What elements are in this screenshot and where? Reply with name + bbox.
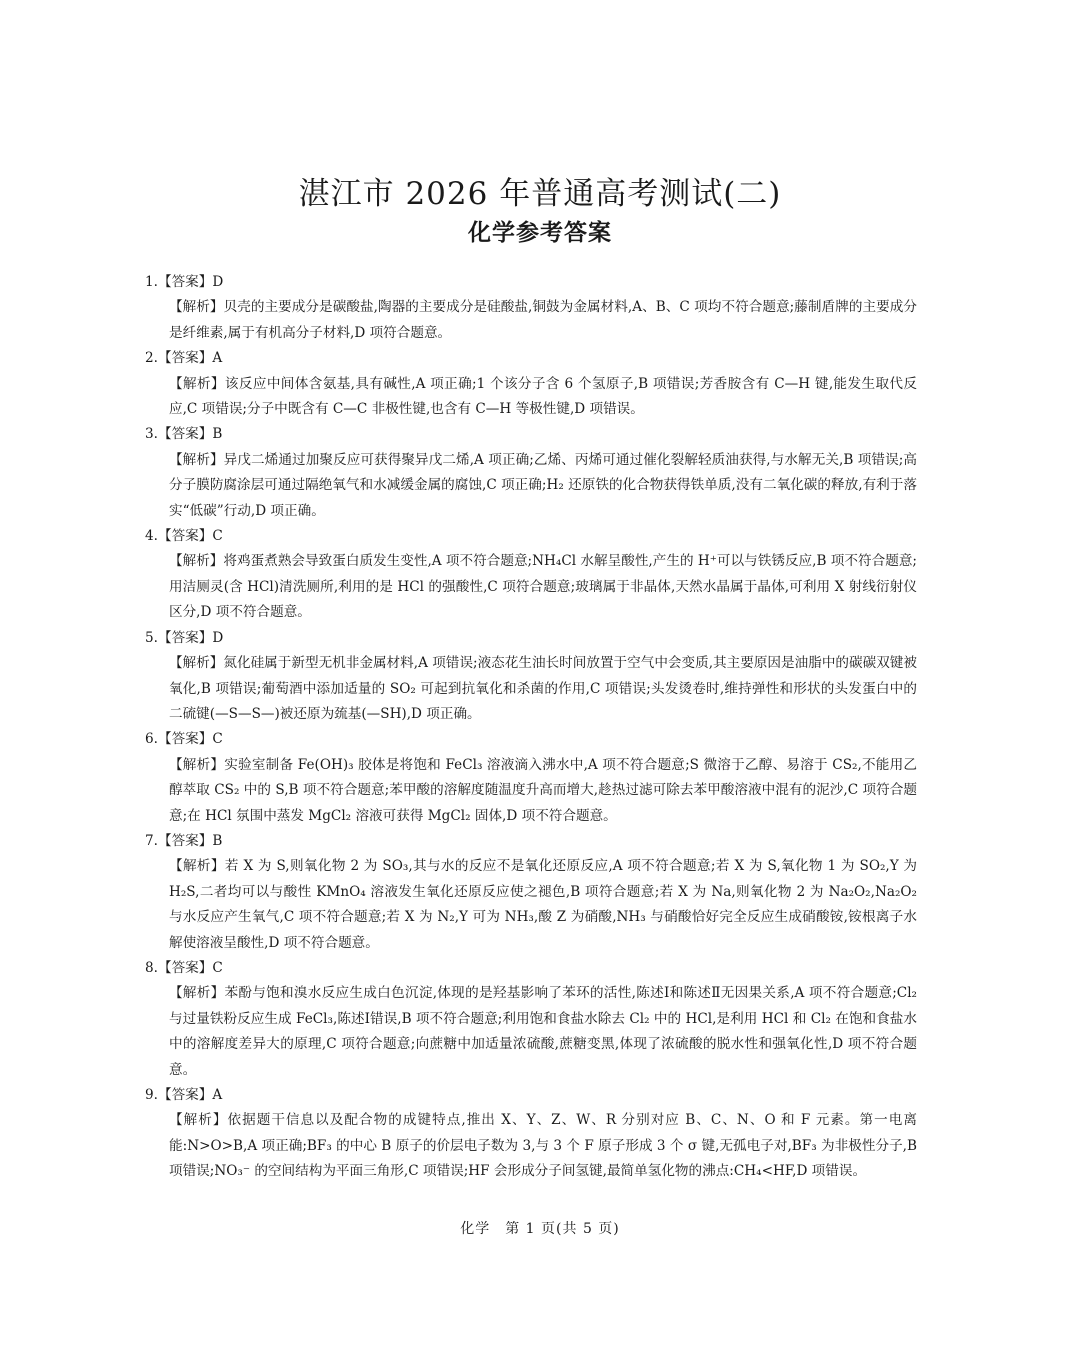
answer-label: 2.【答案】A <box>145 350 223 367</box>
page-title: 湛江市 2026 年普通高考测试(二) <box>298 176 782 212</box>
answer-item-3 <box>145 422 917 524</box>
page-footer: 化学 第 1 页(共 5 页) <box>460 1221 620 1237</box>
answer-label: 9.【答案】A <box>145 1087 223 1103</box>
analysis-text: 【解析】贝壳的主要成分是碳酸盐,陶器的主要成分是硅酸盐,铜鼓为金属材料,A、B、C 项均不符合题意;藤制盾牌的主要成分是纤维素,属于有机高分子材料,D 项符合题意。 <box>169 299 917 341</box>
answer-label: 8.【答案】C <box>145 959 223 976</box>
answer-label: 6.【答案】C <box>145 731 223 748</box>
answer-label: 3.【答案】B <box>145 426 223 443</box>
answer-label: 1.【答案】D <box>145 274 224 290</box>
answer-item-6 <box>145 727 917 829</box>
analysis-text: 【解析】若 X 为 S,则氧化物 2 为 SO₃,其与水的反应不是氧化还原反应,A 项不符合题意;若 X 为 S,氧化物 1 为 SO₂,Y 为 H₂S,二者均可以与酸性 KMnO₄ 溶液发生氧化还原反应使之褪色,B 项符合题意;若 X 为 Na,则氧化物 2 为 Na₂O₂,Na₂O₂ 与水反应产生氧气,C 项不符合题意;若 X 为 N₂,Y 可为 NH₃,酸 Z 为硝酸,NH₃ 与硝酸恰好完全反应生成硝酸铵,铵根离子水解使溶液呈酸性,D 项不符合题意。 <box>169 858 917 951</box>
analysis-text: 【解析】苯酚与饱和溴水反应生成白色沉淀,体现的是羟基影响了苯环的活性,陈述Ⅰ和陈述Ⅱ无因果关系,A 项不符合题意;Cl₂ 与过量铁粉反应生成 FeCl₃,陈述Ⅰ错误,B 项不符合题意;利用饱和食盐水除去 Cl₂ 中的 HCl,是利用 HCl 和 Cl₂ 在饱和食盐水中的溶解度差异大的原理,C 项符合题意;向蔗糖中加适量浓硫酸,蔗糖变黑,体现了浓硫酸的脱水性和强氧化性,D 项不符合题意。 <box>169 985 917 1078</box>
answer-list <box>145 270 917 1185</box>
answer-label: 5.【答案】D <box>145 629 224 646</box>
page-subtitle: 化学参考答案 <box>468 220 612 246</box>
analysis-text: 【解析】异戊二烯通过加聚反应可获得聚异戊二烯,A 项正确;乙烯、丙烯可通过催化裂解轻质油获得,与水解无关,B 项错误;高分子膜防腐涂层可通过隔绝氧气和水减缓金属的腐蚀,C 项正确;H₂ 还原铁的化合物获得铁单质,没有二氧化碳的释放,有利于落实“低碳”行动,D 项正确。 <box>169 451 917 519</box>
analysis-text: 【解析】氮化硅属于新型无机非金属材料,A 项错误;液态花生油长时间放置于空气中会变质,其主要原因是油脂中的碳碳双键被氧化,B 项错误;葡萄酒中添加适量的 SO₂ 可起到抗氧化和杀菌的作用,C 项错误;头发烫卷时,维持弹性和形状的头发蛋白中的二硫键(—S—S—)被还原为巯基(—SH),D 项正确。 <box>169 655 917 722</box>
answer-label: 7.【答案】B <box>145 832 223 849</box>
analysis-text: 【解析】实验室制备 Fe(OH)₃ 胶体是将饱和 FeCl₃ 溶液滴入沸水中,A 项不符合题意;S 微溶于乙醇、易溶于 CS₂,不能用乙醇萃取 CS₂ 中的 S,B 项不符合题意;苯甲酸的溶解度随温度升高而增大,趁热过滤可除去苯甲酸溶液中混有的泥沙,C 项符合题意;在 HCl 氛围中蒸发 MgCl₂ 溶液可获得 MgCl₂ 固体,D 项不符合题意。 <box>169 756 917 824</box>
analysis-text: 【解析】该反应中间体含氨基,具有碱性,A 项正确;1 个该分子含 6 个氢原子,B 项错误;芳香胺含有 C—H 键,能发生取代反应,C 项错误;分子中既含有 C—C 非极性键,也含有 C—H 等极性键,D 项错误。 <box>169 375 917 418</box>
answer-item-2 <box>145 346 917 422</box>
answer-item-1 <box>145 270 917 346</box>
answer-item-8 <box>145 956 917 1083</box>
analysis-text: 【解析】将鸡蛋煮熟会导致蛋白质发生变性,A 项不符合题意;NH₄Cl 水解呈酸性,产生的 H⁺可以与铁锈反应,B 项不符合题意;用洁厕灵(含 HCl)清洗厕所,利用的是 HCl 的强酸性,C 项符合题意;玻璃属于非晶体,天然水晶属于晶体,可利用 X 射线衍射仪区分,D 项不符合题意。 <box>169 553 918 621</box>
answer-item-7 <box>145 829 917 956</box>
answer-item-4 <box>145 524 917 626</box>
answer-label: 4.【答案】C <box>145 528 223 545</box>
answer-item-5 <box>145 626 917 728</box>
analysis-text: 【解析】依据题干信息以及配合物的成键特点,推出 X、Y、Z、W、R 分别对应 B、C、N、O 和 F 元素。第一电离能:N>O>B,A 项正确;BF₃ 的中心 B 原子的价层电子数为 3,与 3 个 F 原子形成 3 个 σ 键,无孤电子对,BF₃ 为非极性分子,B 项错误;NO₃⁻ 的空间结构为平面三角形,C 项错误;HF 会形成分子间氢键,最简单氢化物的沸点:CH₄<HF,D 项错误。 <box>169 1112 917 1180</box>
answer-item-9 <box>145 1083 917 1185</box>
